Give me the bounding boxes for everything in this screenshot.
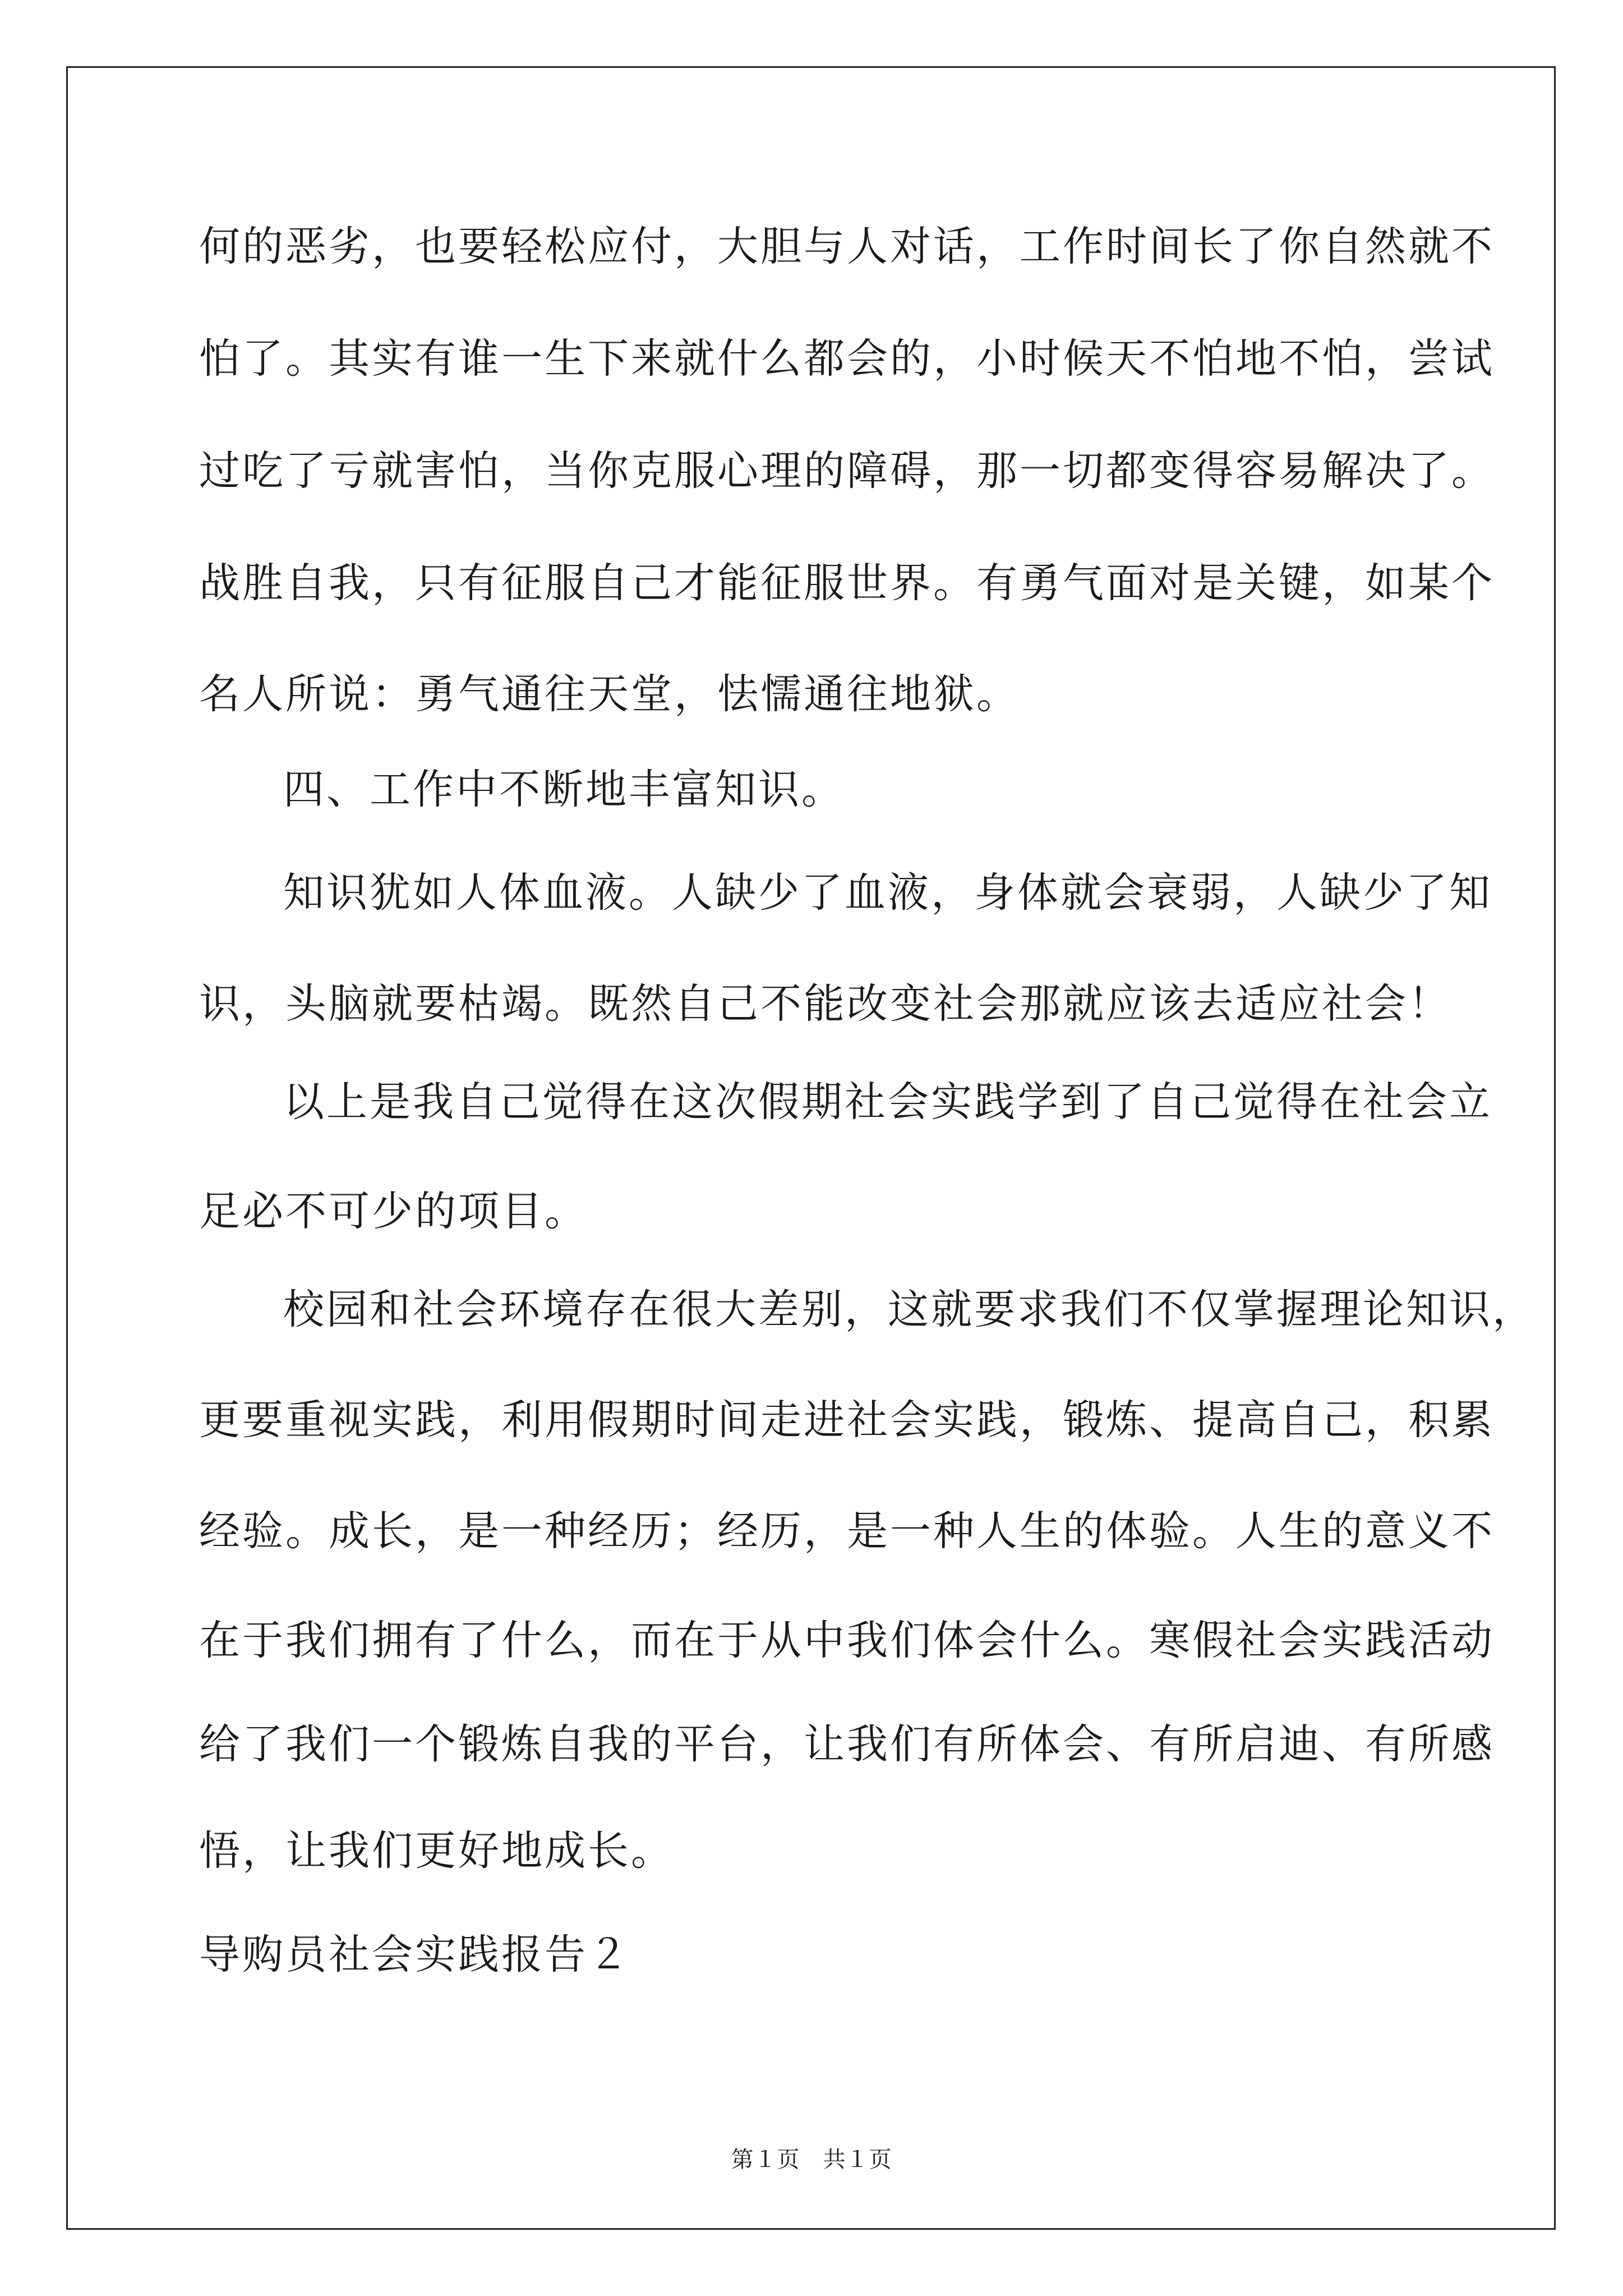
body-line: 战胜自我，只有征服自己才能征服世界。有勇气面对是关键，如某个 xyxy=(199,559,1495,607)
body-line: 名人所说：勇气通往天堂，怯懦通往地狱。 xyxy=(199,670,1020,718)
body-line: 何的恶劣，也要轻松应付，大胆与人对话，工作时间长了你自然就不 xyxy=(199,223,1495,270)
document-title: 导购员社会实践报告２ xyxy=(199,1931,631,1978)
page-number-footer: 第１页 共１页 xyxy=(731,2147,892,2173)
body-line: 识，头脑就要枯竭。既然自己不能改变社会那就应该去适应社会！ xyxy=(199,980,1451,1028)
body-line: 怕了。其实有谁一生下来就什么都会的，小时候天不怕地不怕，尝试 xyxy=(199,335,1495,383)
body-line: 悟，让我们更好地成长。 xyxy=(199,1827,674,1875)
body-line: 经验。成长，是一种经历；经历，是一种人生的体验。人生的意义不 xyxy=(199,1507,1495,1555)
paragraph-first-line: 以上是我自己觉得在这次假期社会实践学到了自己觉得在社会立 xyxy=(283,1078,1492,1126)
body-line: 更要重视实践，利用假期时间走进社会实践，锻炼、提高自己，积累 xyxy=(199,1396,1495,1444)
body-line: 在于我们拥有了什么，而在于从中我们体会什么。寒假社会实践活动 xyxy=(199,1617,1495,1664)
page-border xyxy=(66,66,1556,2230)
body-line: 足必不可少的项目。 xyxy=(199,1188,588,1235)
body-line: 给了我们一个锻炼自我的平台，让我们有所体会、有所启迪、有所感 xyxy=(199,1720,1495,1768)
paragraph-first-line: 校园和社会环境存在很大差别，这就要求我们不仅掌握理论知识， xyxy=(283,1286,1536,1333)
section-heading: 四、工作中不断地丰富知识。 xyxy=(283,766,845,813)
paragraph-first-line: 知识犹如人体血液。人缺少了血液，身体就会衰弱，人缺少了知 xyxy=(283,869,1492,917)
body-line: 过吃了亏就害怕，当你克服心理的障碍，那一切都变得容易解决了。 xyxy=(199,447,1495,495)
